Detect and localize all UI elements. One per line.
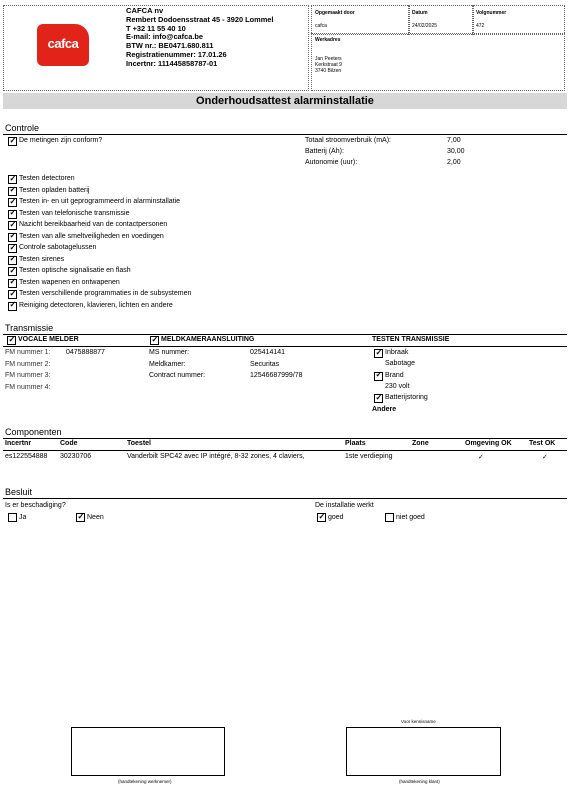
company-phone: T +32 11 55 40 10 xyxy=(126,23,186,33)
meldkamer-field-value: 12546687999/78 xyxy=(250,372,303,379)
controle-checkbox[interactable] xyxy=(8,221,17,230)
table-header-cell: Test OK xyxy=(529,440,556,447)
controle-item-label: Testen van alle smeltveiligheden en voedingen xyxy=(19,232,164,240)
controle-checkbox[interactable] xyxy=(8,290,17,299)
testen-item-label: Sabotage xyxy=(385,360,415,368)
vocale-label: VOCALE MELDER xyxy=(18,336,79,343)
componenten-divider xyxy=(3,438,567,439)
neen-checkbox[interactable] xyxy=(76,513,85,522)
testen-item-label: Batterijstoring xyxy=(385,394,428,402)
meldkamer-field-label: Contract nummer: xyxy=(149,372,206,379)
transmissie-subdivider xyxy=(3,346,567,347)
fm-value: 0475888877 xyxy=(66,349,105,356)
kennisname-label: Voor kennisname xyxy=(401,719,436,724)
controle-checkbox[interactable] xyxy=(8,187,17,196)
beschadiging-label: Is er beschadiging? xyxy=(5,502,66,509)
klant-signature-label: (handtekening klant) xyxy=(399,779,440,784)
controle-item-label: Reiniging detectoren, klavieren, lichten en andere xyxy=(19,301,173,309)
table-header-cell: Incertnr xyxy=(5,440,32,447)
werkadres-line3: 3740 Bilzen xyxy=(315,68,342,74)
meldkamer-field-label: MS nummer: xyxy=(149,349,190,356)
andere-label: Andere xyxy=(372,406,397,413)
header-werkadres-box xyxy=(311,33,565,91)
transmissie-divider xyxy=(3,334,567,335)
fm-label: FM nummer 4: xyxy=(5,383,51,391)
controle-item-label: Testen optische signalisatie en flash xyxy=(19,267,131,274)
controle-checkbox[interactable] xyxy=(8,279,17,288)
table-header-cell: Code xyxy=(60,440,78,447)
testen-item-label: Brand xyxy=(385,371,404,379)
logo-text: cafca xyxy=(47,36,79,51)
measurement-value: 2,00 xyxy=(447,159,461,166)
table-cell-plaats: 1ste verdieping xyxy=(345,453,393,460)
testen-item-label: Inbraak xyxy=(385,349,409,356)
ja-label: Ja xyxy=(19,514,27,521)
testen-item-label: 230 volt xyxy=(385,382,410,390)
datum-value: 24/02/2025 xyxy=(412,23,438,29)
table-header-cell: Omgeving OK xyxy=(465,440,512,447)
controle-checkbox[interactable] xyxy=(8,210,17,219)
opgemaakt-label: Opgemaakt door xyxy=(315,10,355,16)
controle-checkbox[interactable] xyxy=(8,244,17,253)
controle-heading: Controle xyxy=(5,123,40,133)
table-header-cell: Toestel xyxy=(127,440,151,447)
table-cell-omgeving-ok: ✓ xyxy=(478,454,484,461)
controle-checkbox[interactable] xyxy=(8,256,17,265)
besluit-heading: Besluit xyxy=(5,487,33,497)
besluit-divider xyxy=(3,498,567,499)
componenten-heading: Componenten xyxy=(5,427,62,437)
werkadres-label: Werkadres xyxy=(315,37,341,43)
testen-transmissie-label: TESTEN TRANSMISSIE xyxy=(372,336,450,343)
table-cell-code: 30230706 xyxy=(60,453,92,460)
testen-checkbox[interactable] xyxy=(374,394,383,403)
measurement-value: 7,00 xyxy=(447,137,461,144)
testen-checkbox[interactable] xyxy=(374,349,383,358)
controle-checkbox[interactable] xyxy=(8,198,17,207)
table-header-rule xyxy=(3,450,567,451)
vocale-checkbox[interactable] xyxy=(7,336,16,345)
conform-label: De metingen zijn conform? xyxy=(19,137,103,144)
fm-label: FM nummer 1: xyxy=(5,349,51,356)
goed-label: goed xyxy=(328,514,344,521)
company-incertnr: Incertnr: 111445858787-01 xyxy=(126,58,218,68)
table-cell-test-ok: ✓ xyxy=(542,454,548,461)
signature-klant-box[interactable] xyxy=(346,727,501,776)
testen-checkbox[interactable] xyxy=(374,372,383,381)
fm-label: FM nummer 3: xyxy=(5,372,51,379)
cafca-logo xyxy=(37,24,89,66)
controle-item-label: Nazicht bereikbaarheid van de contactpersonen xyxy=(19,221,168,228)
neen-label: Neen xyxy=(87,514,104,521)
table-cell-toestel: Vanderbilt SPC42 avec IP intégré, 8-32 zones, 4 claviers, xyxy=(127,453,305,460)
niet-goed-checkbox[interactable] xyxy=(385,513,394,522)
transmissie-heading: Transmissie xyxy=(5,323,54,333)
goed-checkbox[interactable] xyxy=(317,513,326,522)
controle-checkbox[interactable] xyxy=(8,175,17,184)
company-btw: BTW nr.: BE0471.680.811 xyxy=(126,41,214,51)
table-cell-incertnr: es122554888 xyxy=(5,453,48,460)
controle-item-label: Controle sabotagelussen xyxy=(19,244,97,251)
measurement-label: Autonomie (uur): xyxy=(305,159,358,166)
controle-item-label: Testen van telefonische transmissie xyxy=(19,209,130,217)
controle-item-label: Testen opladen batterij xyxy=(19,186,90,194)
fm-label: FM nummer 2: xyxy=(5,360,51,368)
controle-checkbox[interactable] xyxy=(8,267,17,276)
company-address: Rembert Dodoensstraat 45 - 3920 Lommel xyxy=(126,14,274,24)
conform-checkbox[interactable] xyxy=(8,137,17,146)
controle-item-label: Testen in- en uit geprogrammeerd in alarminstallatie xyxy=(19,198,181,205)
meldkamer-field-value: 025414141 xyxy=(250,349,286,356)
werkadres-line2: Kerkstraat 9 xyxy=(315,62,342,68)
controle-item-label: Testen sirenes xyxy=(19,255,65,263)
meldkamer-checkbox[interactable] xyxy=(150,336,159,345)
document-title: Onderhoudsattest alarminstallatie xyxy=(3,93,567,109)
datum-label: Datum xyxy=(412,10,428,16)
opgemaakt-value: cafca xyxy=(315,23,327,29)
company-info xyxy=(126,7,273,69)
meldkamer-label: MELDKAMERAANSLUITING xyxy=(161,336,255,343)
controle-divider xyxy=(3,134,567,135)
table-header-cell: Zone xyxy=(412,440,429,447)
meldkamer-field-value: Securitas xyxy=(250,360,280,368)
company-registratie: Registratienummer: 17.01.26 xyxy=(126,49,227,59)
controle-item-label: Testen verschillende programmaties in de subsystemen xyxy=(19,290,192,297)
installatie-werkt-label: De installatie werkt xyxy=(315,502,374,509)
company-name: CAFCA nv xyxy=(126,6,164,15)
company-email: E-mail: info@cafca.be xyxy=(126,32,204,42)
controle-item-label: Testen wapenen en ontwapenen xyxy=(19,278,120,286)
werkadres-line1: Jan Peeters xyxy=(315,56,342,62)
controle-checkbox[interactable] xyxy=(8,302,17,311)
controle-checkbox[interactable] xyxy=(8,233,17,242)
signature-werknemer-box[interactable] xyxy=(71,727,225,776)
controle-item-label: Testen detectoren xyxy=(19,175,75,182)
niet-goed-label: niet goed xyxy=(396,514,425,521)
meldkamer-field-label: Meldkamer: xyxy=(149,360,186,368)
measurement-value: 30,00 xyxy=(447,148,465,155)
measurement-label: Totaal stroomverbruik (mA): xyxy=(305,137,391,144)
werknemer-signature-label: (handtekening werknemer) xyxy=(118,779,172,784)
table-header-cell: Plaats xyxy=(345,440,366,447)
measurement-label: Batterij (Ah): xyxy=(305,148,344,155)
volgnummer-label: Volgnummer xyxy=(476,10,507,16)
ja-checkbox[interactable] xyxy=(8,513,17,522)
volgnummer-value: 472 xyxy=(476,23,485,29)
